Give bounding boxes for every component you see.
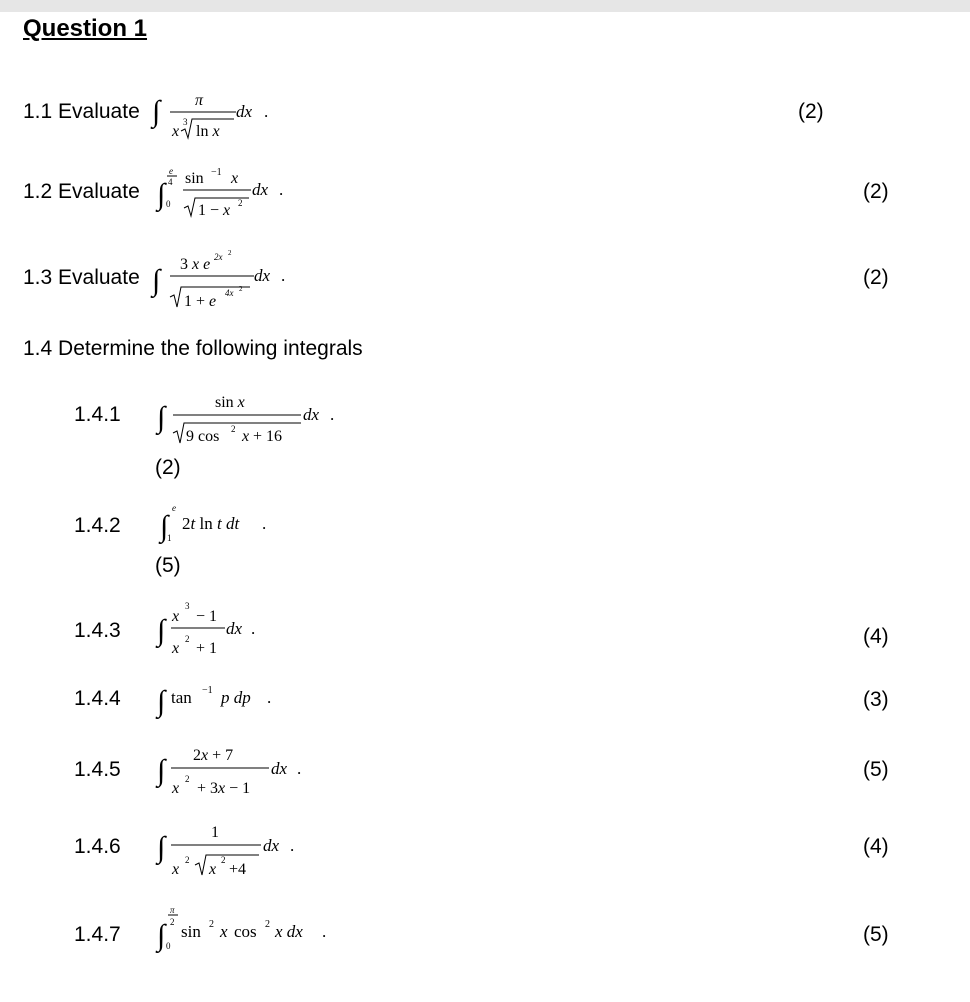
q1-1-marks: (2) <box>798 100 824 123</box>
svg-text:∫: ∫ <box>157 754 166 787</box>
q1-2-label: 1.2 Evaluate <box>23 180 140 203</box>
svg-text:.: . <box>262 514 267 533</box>
svg-text:.: . <box>330 405 335 424</box>
q1-4-6-label: 1.4.6 <box>74 835 121 858</box>
svg-text:2: 2 <box>239 285 243 293</box>
svg-text:sin: sin <box>185 170 204 187</box>
svg-text:∫: ∫ <box>160 510 169 543</box>
svg-text:.: . <box>251 619 256 638</box>
q1-4-7-expression <box>157 903 347 958</box>
q1-1-label: 1.1 Evaluate <box>23 100 140 123</box>
q1-3-marks: (2) <box>863 266 889 289</box>
svg-text:∫: ∫ <box>157 614 166 647</box>
svg-text:3 x e: 3 x e <box>180 256 211 273</box>
svg-text:1: 1 <box>211 824 219 841</box>
svg-text:4x: 4x <box>225 288 234 298</box>
q1-4-3-label: 1.4.3 <box>74 619 121 642</box>
svg-text:.: . <box>322 922 327 941</box>
q1-4-label: 1.4 Determine the following integrals <box>23 337 363 360</box>
svg-text:9 cos: 9 cos <box>186 428 220 445</box>
svg-text:dx: dx <box>254 266 271 285</box>
svg-text:.: . <box>290 836 295 855</box>
svg-text:x: x <box>172 608 180 625</box>
q1-4-6-expression <box>155 815 305 885</box>
svg-text:3: 3 <box>183 117 188 127</box>
q1-4-1-marks: (2) <box>155 456 181 479</box>
svg-text:2: 2 <box>265 919 270 930</box>
svg-text:2: 2 <box>221 855 226 865</box>
svg-text:2: 2 <box>185 774 190 784</box>
svg-text:dx: dx <box>303 405 320 424</box>
svg-text:∫: ∫ <box>157 178 166 211</box>
svg-text:∫: ∫ <box>157 401 166 434</box>
svg-text:.: . <box>281 266 286 285</box>
q1-4-1-label: 1.4.1 <box>74 403 121 426</box>
q1-3-label: 1.3 Evaluate <box>23 266 140 289</box>
top-bar <box>0 0 970 12</box>
q1-4-4-marks: (3) <box>863 688 889 711</box>
svg-text:tan: tan <box>171 688 192 707</box>
q1-4-7-marks: (5) <box>863 923 889 946</box>
svg-text:3: 3 <box>185 601 190 611</box>
svg-text:1: 1 <box>167 533 172 543</box>
svg-text:dx: dx <box>263 836 280 855</box>
svg-text:x dx: x dx <box>275 922 303 941</box>
svg-text:x: x <box>172 123 180 140</box>
q1-4-2-expression <box>160 500 280 550</box>
svg-text:x: x <box>172 861 180 878</box>
svg-text:dx: dx <box>271 759 288 778</box>
svg-text:2t ln t dt: 2t ln t dt <box>182 514 240 533</box>
q1-4-3-expression <box>155 598 275 663</box>
q1-2-marks: (2) <box>863 180 889 203</box>
svg-text:−1: −1 <box>211 167 222 178</box>
svg-text:+ 3x − 1: + 3x − 1 <box>197 780 251 797</box>
question-heading: Question 1 <box>23 15 148 42</box>
svg-text:2: 2 <box>185 634 190 644</box>
q1-4-4-expression <box>155 675 285 720</box>
svg-text:x: x <box>242 428 250 445</box>
svg-text:ln x: ln x <box>196 123 220 140</box>
q1-4-5-marks: (5) <box>863 758 889 781</box>
svg-text:∫: ∫ <box>157 919 166 952</box>
svg-text:.: . <box>279 180 284 199</box>
svg-text:2: 2 <box>185 855 190 865</box>
svg-text:cos: cos <box>234 922 257 941</box>
q1-2-expression <box>155 160 295 230</box>
svg-text:4: 4 <box>168 177 173 187</box>
svg-text:+4: +4 <box>229 861 247 878</box>
svg-text:sin x: sin x <box>215 394 245 411</box>
svg-text:x: x <box>209 861 217 878</box>
svg-text:+ 16: + 16 <box>253 428 283 445</box>
q1-4-3-marks: (4) <box>863 625 889 648</box>
svg-text:0: 0 <box>166 941 171 951</box>
svg-text:2: 2 <box>170 917 175 927</box>
q1-4-7-label: 1.4.7 <box>74 923 121 946</box>
svg-text:0: 0 <box>166 199 171 209</box>
q1-4-5-label: 1.4.5 <box>74 758 121 781</box>
svg-text:2: 2 <box>231 424 236 434</box>
svg-text:∫: ∫ <box>152 95 161 128</box>
svg-text:1 + e: 1 + e <box>184 293 217 310</box>
svg-text:e: e <box>169 166 173 176</box>
svg-text:x: x <box>172 640 180 657</box>
svg-text:.: . <box>267 688 272 707</box>
svg-text:π: π <box>195 92 204 109</box>
svg-text:2: 2 <box>238 198 243 208</box>
svg-text:+ 1: + 1 <box>196 640 218 657</box>
q1-4-6-marks: (4) <box>863 835 889 858</box>
svg-text:dx: dx <box>226 619 243 638</box>
q1-4-5-expression <box>155 738 315 803</box>
q1-4-1-expression <box>155 385 355 455</box>
svg-text:x: x <box>220 922 228 941</box>
svg-text:sin: sin <box>181 922 201 941</box>
svg-text:e: e <box>172 503 176 513</box>
svg-text:2x + 7: 2x + 7 <box>193 747 234 764</box>
svg-text:.: . <box>297 759 302 778</box>
q1-3-expression <box>150 245 300 320</box>
svg-text:x: x <box>231 170 239 187</box>
svg-text:dx: dx <box>252 180 269 199</box>
q1-4-2-label: 1.4.2 <box>74 514 121 537</box>
svg-text:dx: dx <box>236 102 253 121</box>
q1-1-expression <box>150 85 280 145</box>
svg-text:2: 2 <box>228 249 232 257</box>
q1-4-2-marks: (5) <box>155 554 181 577</box>
svg-text:2x: 2x <box>214 252 223 262</box>
svg-text:∫: ∫ <box>152 264 161 297</box>
svg-text:∫: ∫ <box>157 831 166 864</box>
svg-text:p dp: p dp <box>221 688 251 707</box>
svg-text:∫: ∫ <box>157 685 166 718</box>
svg-text:1 − x: 1 − x <box>198 202 231 219</box>
svg-text:− 1: − 1 <box>196 608 218 625</box>
svg-text:x: x <box>172 780 180 797</box>
q1-4-4-label: 1.4.4 <box>74 687 121 710</box>
svg-text:.: . <box>264 102 269 121</box>
svg-text:−1: −1 <box>202 685 213 696</box>
svg-text:π: π <box>170 905 175 915</box>
svg-text:2: 2 <box>209 919 214 930</box>
